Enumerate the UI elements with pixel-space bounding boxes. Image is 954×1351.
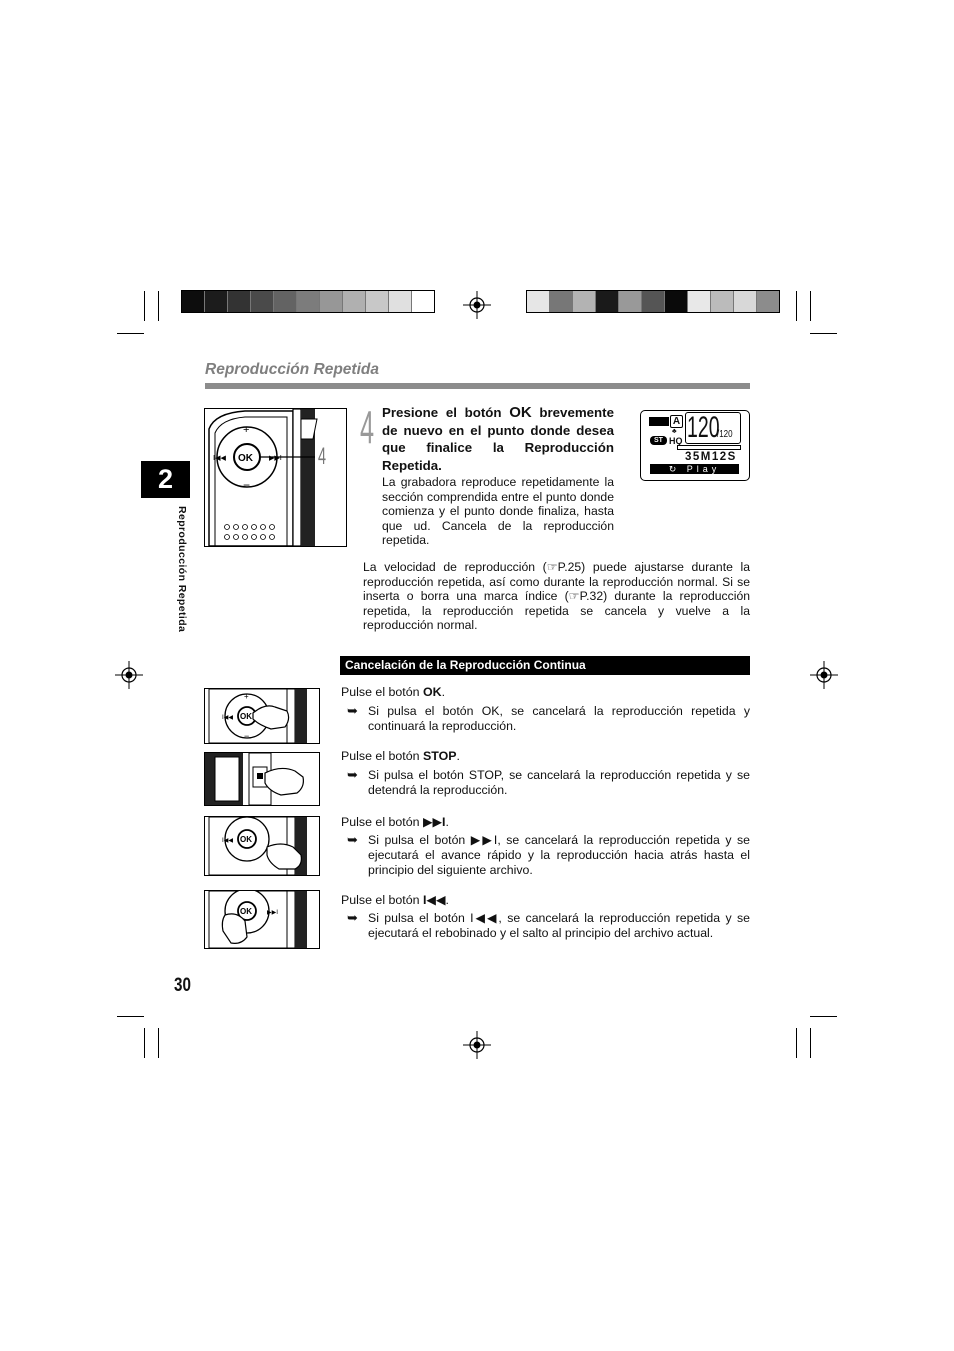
- play-status: ↻ Play: [650, 464, 739, 474]
- crop-mark: [158, 1028, 159, 1058]
- step-number: 4: [360, 401, 375, 453]
- cancel-item-rewind-title: Pulse el botón I◀◀.: [341, 893, 449, 907]
- crop-mark: [810, 333, 837, 334]
- cancel-item-rewind-text: Si pulsa el botón I◀◀, se cancelará la reproducción repetida y se ejecutará el rebobinado y el salto al principio del archivo actual.: [368, 911, 750, 940]
- color-calibration-bar-right: [526, 290, 780, 313]
- crop-mark: [117, 1016, 144, 1017]
- section-title: Reproducción Repetida: [205, 361, 379, 378]
- crop-mark: [144, 1028, 145, 1058]
- chapter-tab: 2: [141, 461, 190, 498]
- svg-text:−: −: [244, 731, 250, 741]
- registration-mark-icon: [810, 661, 838, 689]
- color-swatch: [665, 291, 688, 312]
- color-swatch: [642, 291, 665, 312]
- cancel-item-ok-title: Pulse el botón OK.: [341, 685, 446, 699]
- color-swatch: [366, 291, 389, 312]
- repeat-icon: ↻: [668, 464, 681, 474]
- mic-sensitivity-icon: ♣: [672, 428, 677, 435]
- step-body: La grabadora reproduce repetidamente la sección comprendida entre el punto donde comienza y el punto donde finaliza, hasta que ud. Cancela de la reproducción repetida.: [382, 475, 614, 547]
- color-swatch: [711, 291, 734, 312]
- cancel-item-ok-text: Si pulsa el botón OK, se cancelará la reproducción repetida y continuará la reproducción.: [368, 704, 750, 733]
- cancel-item-forward-text: Si pulsa el botón ▶▶I, se cancelará la reproducción repetida y se ejecutará el avance rápido y la reproducción hacia atrás hasta el principio del siguiente archivo.: [368, 833, 750, 877]
- color-swatch: [343, 291, 366, 312]
- color-calibration-bar-left: [181, 290, 435, 313]
- recorder-illustration: [204, 408, 347, 547]
- color-swatch: [251, 291, 274, 312]
- color-swatch: [228, 291, 251, 312]
- crop-mark: [810, 1016, 837, 1017]
- color-swatch: [320, 291, 343, 312]
- svg-text:I◀◀: I◀◀: [222, 714, 233, 721]
- color-swatch: [412, 291, 434, 312]
- color-swatch: [205, 291, 228, 312]
- svg-text:+: +: [244, 692, 249, 701]
- color-swatch: [757, 291, 779, 312]
- battery-icon: [649, 417, 669, 426]
- color-swatch: [182, 291, 205, 312]
- color-swatch: [688, 291, 711, 312]
- cancel-item-stop-title: Pulse el botón STOP.: [341, 749, 460, 763]
- color-swatch: [297, 291, 320, 312]
- cancel-heading: Cancelación de la Reproducción Continua: [340, 656, 750, 675]
- color-swatch: [734, 291, 757, 312]
- svg-text:OK: OK: [240, 712, 252, 721]
- speed-note: La velocidad de reproducción (☞P.25) puede ajustarse durante la reproducción repetida, así como durante la reproducción normal. Si se inserta o borra una marca índice (☞P.32) durante la reproducción repetida, la reproducción repetida se cancela y vuelve a la reproducción normal.: [363, 560, 750, 633]
- cancel-item-stop-text: Si pulsa el botón STOP, se cancelará la reproducción repetida y se detendrá la reproducción.: [368, 768, 750, 797]
- svg-text:I◀◀: I◀◀: [222, 837, 233, 844]
- svg-text:−: −: [243, 478, 251, 492]
- crop-mark: [796, 291, 797, 321]
- lcd-display: [640, 410, 750, 481]
- svg-text:−: −: [244, 856, 250, 866]
- svg-text:OK: OK: [240, 835, 252, 844]
- quality-badge: HQ: [669, 436, 683, 446]
- registration-mark-icon: [463, 291, 491, 319]
- color-swatch: [274, 291, 297, 312]
- crop-mark: [144, 291, 145, 321]
- arrow-bullet-icon: ➥: [347, 910, 358, 925]
- page-number: 30: [174, 975, 191, 996]
- crop-mark: [158, 291, 159, 321]
- forward-button-illustration: [204, 816, 320, 876]
- color-swatch: [596, 291, 619, 312]
- elapsed-time: 35M12S: [685, 451, 737, 463]
- svg-text:▶▶I: ▶▶I: [269, 454, 282, 462]
- color-swatch: [389, 291, 412, 312]
- arrow-bullet-icon: ➥: [347, 703, 358, 718]
- ok-button-illustration: [204, 688, 320, 744]
- arrow-bullet-icon: ➥: [347, 767, 358, 782]
- registration-mark-icon: [463, 1031, 491, 1059]
- registration-mark-icon: [115, 661, 143, 689]
- svg-text:OK: OK: [240, 907, 252, 916]
- crop-mark: [810, 291, 811, 321]
- svg-text:+: +: [243, 424, 250, 436]
- file-number: 120: [687, 411, 720, 444]
- side-chapter-label: Reproducción Repetida: [176, 506, 188, 633]
- stereo-badge: ST: [650, 436, 667, 445]
- cancel-item-forward-title: Pulse el botón ▶▶I.: [341, 815, 449, 829]
- color-swatch: [550, 291, 573, 312]
- color-swatch: [573, 291, 596, 312]
- arrow-bullet-icon: ➥: [347, 832, 358, 847]
- file-total: /120: [717, 429, 733, 440]
- ok-button-label: OK: [509, 404, 532, 421]
- svg-text:▶▶I: ▶▶I: [267, 909, 278, 916]
- crop-mark: [810, 1028, 811, 1058]
- title-rule: [205, 383, 750, 389]
- color-swatch: [527, 291, 550, 312]
- color-swatch: [619, 291, 642, 312]
- svg-text:OK: OK: [238, 453, 253, 464]
- progress-bar: [677, 445, 741, 450]
- crop-mark: [117, 333, 144, 334]
- rewind-button-illustration: [204, 890, 320, 949]
- crop-mark: [796, 1028, 797, 1058]
- illustration-step-callout: 4: [318, 443, 327, 470]
- svg-text:I◀◀: I◀◀: [213, 454, 226, 462]
- stop-button-illustration: [204, 752, 320, 806]
- folder-indicator: A: [670, 415, 683, 428]
- step-heading: Presione el botón OK brevemente de nuevo en el punto donde desea que finalice la Reproducción Repetida.: [382, 404, 615, 474]
